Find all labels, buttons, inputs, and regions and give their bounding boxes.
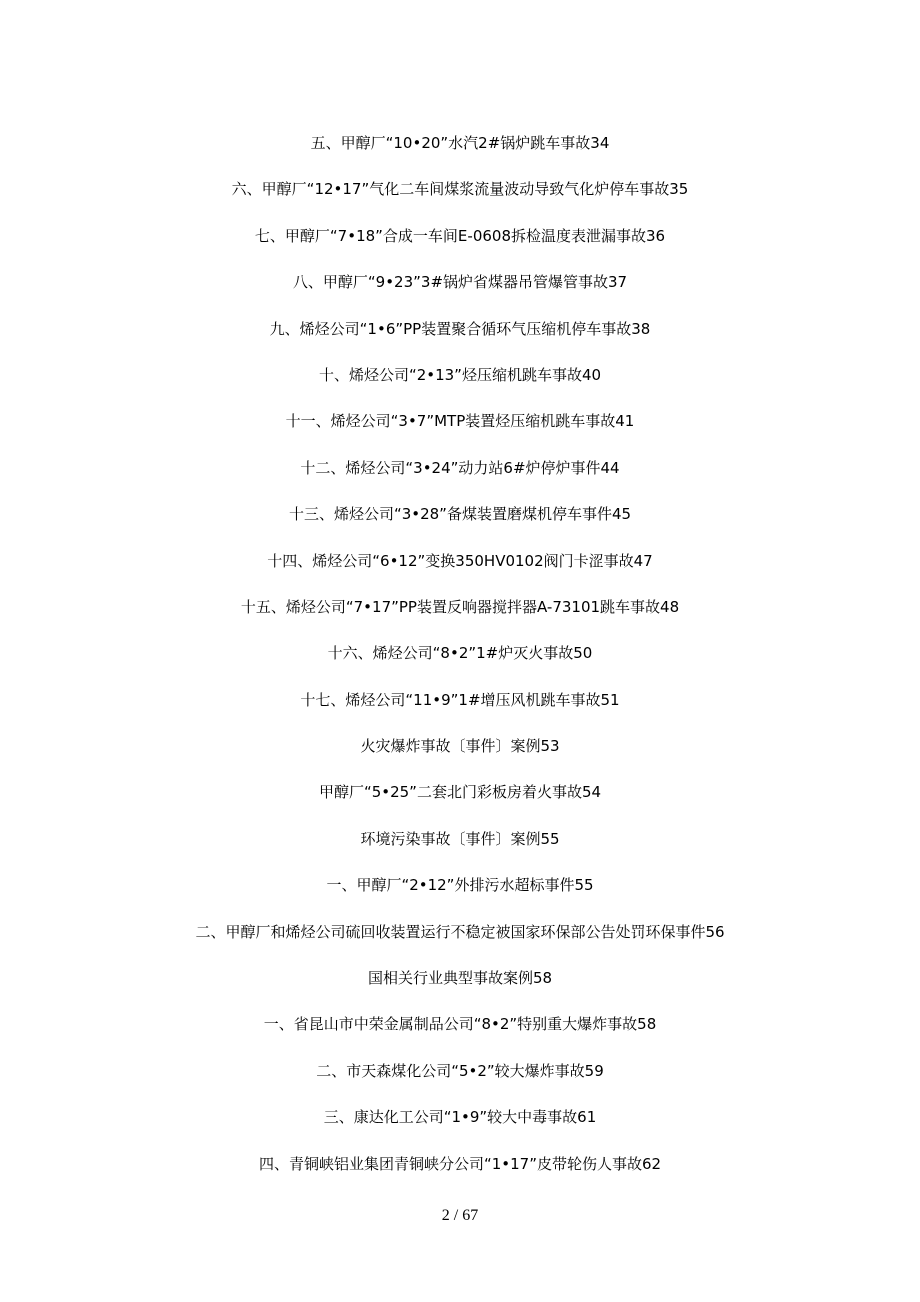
toc-entry[interactable]: 五、甲醇厂“10•20”水汽2#锅炉跳车事故34 xyxy=(310,134,610,152)
toc-entry[interactable]: 七、甲醇厂“7•18”合成一车间E-0608拆检温度表泄漏事故36 xyxy=(254,226,666,245)
toc-entry[interactable]: 八、甲醇厂“9•23”3#锅炉省煤器吊管爆管事故37 xyxy=(292,273,628,292)
toc-entry[interactable]: 六、甲醇厂“12•17”气化二车间煤浆流量波动导致气化炉停车事故35 xyxy=(231,180,689,199)
toc-entry[interactable]: 二、市天森煤化公司“5•2”较大爆炸事故59 xyxy=(316,1061,604,1080)
toc-entry[interactable]: 四、青铜峡铝业集团青铜峡分公司“1•17”皮带轮伤人事故62 xyxy=(258,1154,662,1173)
toc-entry[interactable]: 三、康达化工公司“1•9”较大中毒事故61 xyxy=(323,1108,597,1127)
toc-entry[interactable]: 十四、烯烃公司“6•12”变换350HV0102阀门卡涩事故47 xyxy=(267,551,653,570)
toc-entry[interactable]: 二、甲醇厂和烯烃公司硫回收装置运行不稳定被国家环保部公告处罚环保事件56 xyxy=(195,922,725,941)
toc-entry[interactable]: 十七、烯烃公司“11•9”1#增压风机跳车事故51 xyxy=(300,690,620,709)
toc-entry[interactable]: 九、烯烃公司“1•6”PP装置聚合循环气压缩机停车事故38 xyxy=(269,319,651,338)
toc-entry[interactable]: 一、省昆山市中荣金属制品公司“8•2”特别重大爆炸事故58 xyxy=(263,1015,657,1034)
toc-section-heading[interactable]: 国相关行业典型事故案例58 xyxy=(367,969,553,988)
toc-entry[interactable]: 一、甲醇厂“2•12”外排污水超标事件55 xyxy=(326,876,594,895)
toc-entry[interactable]: 甲醇厂“5•25”二套北门彩板房着火事故54 xyxy=(318,783,602,802)
toc-entry[interactable]: 十一、烯烃公司“3•7”MTP装置烃压缩机跳车事故41 xyxy=(285,412,635,431)
toc-entry[interactable]: 十二、烯烃公司“3•24”动力站6#炉停炉事件44 xyxy=(300,458,620,477)
toc-section-heading[interactable]: 环境污染事故〔事件〕案例55 xyxy=(360,829,560,848)
toc-entry[interactable]: 十五、烯烃公司“7•17”PP装置反响器搅拌器A-73101跳车事故48 xyxy=(240,597,680,616)
toc-entry[interactable]: 十三、烯烃公司“3•28”备煤装置磨煤机停车事件45 xyxy=(288,505,632,524)
toc-entry[interactable]: 十六、烯烃公司“8•2”1#炉灭火事故50 xyxy=(327,644,593,663)
toc-entry[interactable]: 十、烯烃公司“2•13”烃压缩机跳车事故40 xyxy=(318,365,602,384)
table-of-contents xyxy=(0,126,920,1193)
toc-section-heading[interactable]: 火灾爆炸事故〔事件〕案例53 xyxy=(360,737,560,756)
page-number: 2 / 67 xyxy=(441,1207,479,1224)
